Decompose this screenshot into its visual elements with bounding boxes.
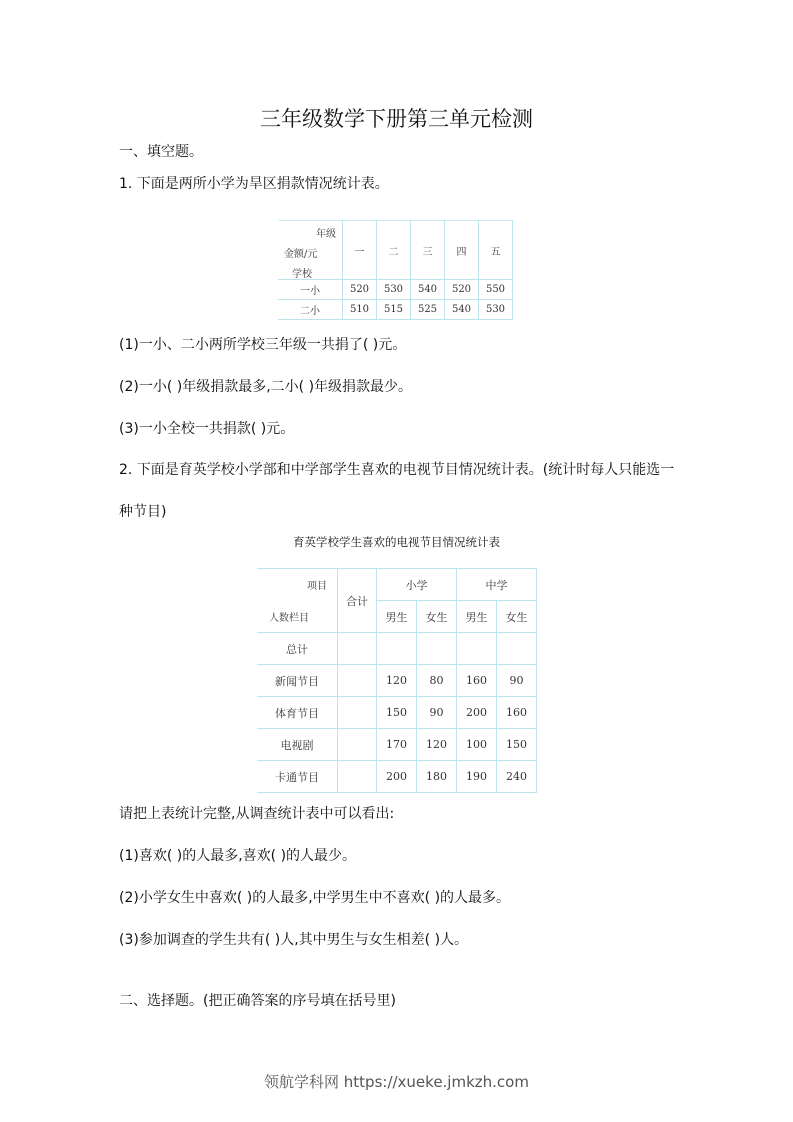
count-cell: 90	[417, 697, 457, 729]
question-2-intro: 请把上表统计完整,从调查统计表中可以看出:	[119, 806, 395, 822]
count-cell: 80	[417, 665, 457, 697]
section-heading-choice	[119, 990, 396, 1010]
tv-program-table	[257, 568, 537, 793]
page-title: 三年级数学下册第三单元检测	[260, 107, 533, 131]
section-2-note: (把正确答案的序号填在括号里)	[203, 993, 396, 1009]
school-label: 二小	[278, 300, 343, 320]
tv-table-caption: 育英学校学生喜欢的电视节目情况统计表	[293, 535, 500, 549]
middle-boy-header: 男生	[457, 601, 497, 633]
count-cell: 150	[377, 697, 417, 729]
total-column-header: 合计	[338, 569, 377, 633]
count-cell: 200	[377, 761, 417, 793]
question-2-stem-line-1: 2. 下面是育英学校小学部和中学部学生喜欢的电视节目情况统计表。(统计时每人只能选一	[119, 462, 675, 478]
total-cell	[338, 761, 377, 793]
question-1-sub-2: (2)一小( )年级捐款最多,二小( )年级捐款最少。	[119, 379, 413, 395]
donation-cell: 525	[411, 300, 445, 320]
middle-school-header: 中学	[457, 569, 537, 601]
middle-girl-header: 女生	[497, 601, 537, 633]
tv-table-header-cell	[257, 569, 338, 633]
question-1-sub-3: (3)一小全校一共捐款( )元。	[119, 421, 295, 437]
donation-cell: 520	[343, 280, 377, 300]
count-cell	[377, 633, 417, 665]
table-row	[257, 697, 537, 729]
donation-table-header-cell	[278, 221, 343, 280]
row-label: 电视剧	[257, 729, 338, 761]
count-cell: 190	[457, 761, 497, 793]
count-cell: 160	[457, 665, 497, 697]
count-cell	[497, 633, 537, 665]
primary-boy-header: 男生	[377, 601, 417, 633]
count-cell: 170	[377, 729, 417, 761]
donation-cell: 550	[479, 280, 513, 300]
total-cell	[338, 729, 377, 761]
count-cell	[417, 633, 457, 665]
footer-watermark: 领航学科网 https://xueke.jmkzh.com	[264, 1073, 529, 1091]
question-1-stem: 1. 下面是两所小学为旱区捐款情况统计表。	[119, 176, 389, 192]
row-label: 卡通节目	[257, 761, 338, 793]
grade-header: 四	[445, 221, 479, 280]
donation-cell: 515	[377, 300, 411, 320]
grade-header: 一	[343, 221, 377, 280]
grade-header: 三	[411, 221, 445, 280]
donation-cell: 510	[343, 300, 377, 320]
table-row	[257, 761, 537, 793]
header-people-label: 人数栏目	[269, 613, 309, 624]
total-cell	[338, 633, 377, 665]
count-cell	[457, 633, 497, 665]
question-2-sub-2: (2)小学女生中喜欢( )的人最多,中学男生中不喜欢( )的人最多。	[119, 890, 511, 906]
donation-cell: 540	[411, 280, 445, 300]
grade-header: 二	[377, 221, 411, 280]
table-row	[257, 633, 537, 665]
total-cell	[338, 697, 377, 729]
header-grade-label: 年级	[316, 229, 336, 240]
grade-header: 五	[479, 221, 513, 280]
count-cell: 90	[497, 665, 537, 697]
count-cell: 150	[497, 729, 537, 761]
section-heading-fill-blank: 一、填空题。	[119, 144, 203, 160]
question-2-sub-3: (3)参加调查的学生共有( )人,其中男生与女生相差( )人。	[119, 932, 469, 948]
donation-table	[278, 220, 513, 320]
donation-cell: 540	[445, 300, 479, 320]
question-2-sub-1: (1)喜欢( )的人最多,喜欢( )的人最少。	[119, 848, 357, 864]
primary-girl-header: 女生	[417, 601, 457, 633]
count-cell: 120	[417, 729, 457, 761]
section-2-label: 二、选择题。	[119, 993, 203, 1009]
donation-cell: 530	[377, 280, 411, 300]
row-label: 新闻节目	[257, 665, 338, 697]
count-cell: 240	[497, 761, 537, 793]
table-row	[257, 729, 537, 761]
header-school-label: 学校	[292, 269, 312, 280]
header-amount-label: 金额/元	[284, 249, 318, 260]
table-row	[257, 665, 537, 697]
table-row	[278, 280, 513, 300]
primary-school-header: 小学	[377, 569, 457, 601]
table-row	[278, 300, 513, 320]
count-cell: 200	[457, 697, 497, 729]
header-item-label: 项目	[307, 581, 327, 592]
count-cell: 120	[377, 665, 417, 697]
donation-cell: 520	[445, 280, 479, 300]
donation-cell: 530	[479, 300, 513, 320]
count-cell: 100	[457, 729, 497, 761]
school-label: 一小	[278, 280, 343, 300]
count-cell: 160	[497, 697, 537, 729]
row-label: 体育节目	[257, 697, 338, 729]
count-cell: 180	[417, 761, 457, 793]
total-cell	[338, 665, 377, 697]
question-1-sub-1: (1)一小、二小两所学校三年级一共捐了( )元。	[119, 337, 407, 353]
row-label: 总计	[257, 633, 338, 665]
question-2-stem-line-2: 种节目)	[119, 504, 167, 520]
